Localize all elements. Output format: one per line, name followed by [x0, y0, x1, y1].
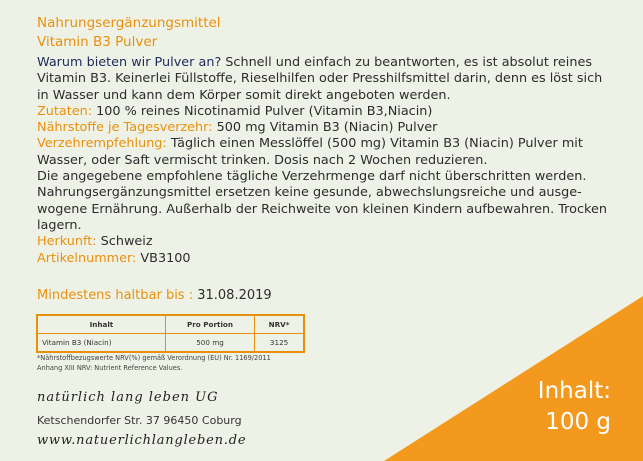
article-label: Artikelnummer:: [37, 250, 137, 266]
cell-amount: 500 mg: [165, 334, 254, 353]
cell-nutrient: Vitamin B3 (Niacin): [37, 334, 165, 353]
best-before-line: [37, 288, 623, 303]
footnote-line-1: *Nährstoffbezugswerte NRV(%) gemäß Verordnung (EU) Nr. 1169/2011: [37, 354, 271, 362]
header-content: Inhalt: [37, 315, 165, 334]
origin-label: Herkunft:: [37, 234, 97, 250]
ingredients-line: [37, 104, 607, 120]
article-value: VB3100: [136, 250, 191, 266]
content-badge: [538, 376, 611, 438]
footnote: [37, 353, 337, 373]
content-label: Inhalt:: [537, 378, 611, 404]
best-before-date: 31.08.2019: [193, 288, 272, 303]
recommendation-label: Verzehrempfehlung:: [37, 136, 167, 152]
description-lead: Warum bieten wir Pulver an?: [37, 55, 222, 70]
recommendation-line: [37, 136, 607, 169]
origin-value: Schweiz: [96, 234, 153, 250]
ingredients-label: Zutaten:: [37, 103, 93, 119]
best-before-label: Mindestens haltbar bis :: [37, 288, 194, 303]
description-text: Schnell und einfach zu beantworten, es ist absolut reines Vitamin B3. Keinerlei Füllstoffe, Rieselhilfen oder Presshilfsmittel darin, denn es löst sich in Wasser und kann dem Körper somit direkt angeboten werden.: [37, 55, 603, 103]
header-per-portion: Pro Portion: [165, 315, 254, 334]
cell-nrv: 3125: [255, 334, 304, 353]
nutrients-value: 500 mg Vitamin B3 (Niacin) Pulver: [212, 120, 438, 136]
nutrients-label: Nährstoffe je Tagesverzehr:: [37, 120, 213, 136]
company-website: www.natuerlichlangleben.de: [37, 433, 247, 448]
company-name: natürlich lang leben UG: [37, 390, 219, 405]
description-block: [37, 55, 607, 267]
product-name: Vitamin B3 Pulver: [37, 34, 158, 50]
nutrition-table: [36, 314, 305, 353]
origin-line: [37, 234, 607, 250]
nutrients-line: [37, 120, 607, 136]
article-line: [37, 251, 607, 267]
nutrition-header-row: [37, 315, 304, 334]
table-row: [37, 334, 304, 353]
header-nrv: NRV*: [255, 315, 304, 334]
recommendation-value: Täglich einen Messlöffel (500 mg) Vitamin B3 (Niacin) Pulver mit Wasser, oder Saft vermischt trinken. Dosis nach 2 Wochen reduzieren.: [37, 136, 583, 168]
content-amount: 100 g: [545, 409, 611, 435]
footnote-line-2: Anhang XIII NRV: Nutrient Reference Values.: [37, 364, 183, 372]
company-address: Ketschendorfer Str. 37 96450 Coburg: [37, 414, 242, 427]
warning-text: Die angegebene empfohlene tägliche Verzehrmenge darf nicht überschritten werden. Nahrungsergänzungsmittel ersetzen keine gesunde, abwechslungsreiche und ausge-wogene Ernährung. Außerhalb der Reichweite von kleinen Kindern aufbewahren. Trocken lagern.: [37, 169, 607, 233]
product-category: Nahrungsergänzungsmittel: [37, 15, 221, 31]
ingredients-value: 100 % reines Nicotinamid Pulver (Vitamin B3,Niacin): [92, 103, 433, 119]
